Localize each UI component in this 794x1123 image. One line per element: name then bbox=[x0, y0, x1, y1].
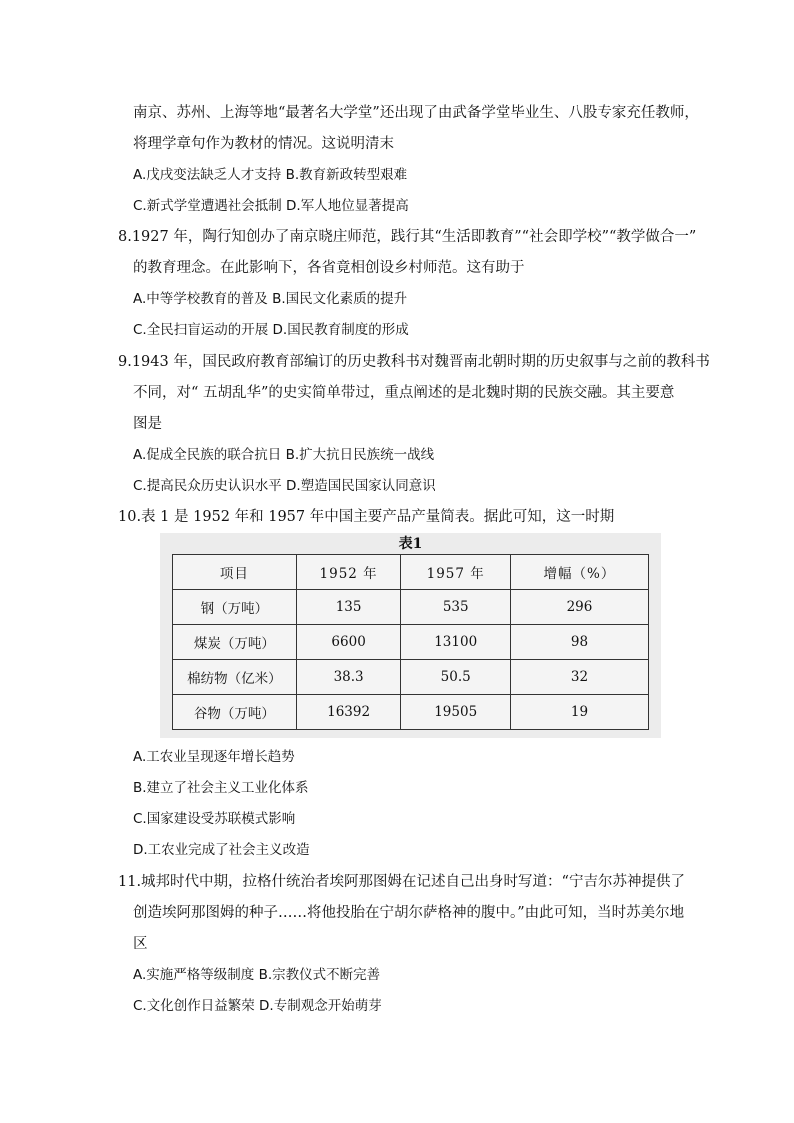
q11-options-ab: A.实施严格等级制度 B.宗教仪式不断完善 bbox=[133, 967, 381, 983]
table-cell: 6600 bbox=[296, 625, 401, 660]
q8-stem-line-2: 的教育理念。在此影响下，各省竟相创设乡村师范。这有助于 bbox=[133, 260, 525, 276]
q11-stem-line-3: 区 bbox=[133, 936, 148, 952]
q10-option-b: B.建立了社会主义工业化体系 bbox=[133, 780, 309, 796]
table-title: 表1 bbox=[398, 536, 423, 552]
q11-stem-line-1: 11.城邦时代中期，拉格什统治者埃阿那图姆在记述自己出身时写道：“宁吉尔苏神提供了 bbox=[118, 874, 685, 890]
table-header-cell: 项目 bbox=[173, 555, 297, 590]
table-cell: 钢（万吨） bbox=[173, 590, 297, 625]
table-cell: 棉纺物（亿米） bbox=[173, 660, 297, 695]
table-row bbox=[173, 660, 649, 695]
q7-options-cd: C.新式学堂遭遇社会抵制 D.军人地位显著提高 bbox=[133, 198, 409, 214]
q10-option-d: D.工农业完成了社会主义改造 bbox=[133, 842, 310, 858]
q9-stem-line-3: 图是 bbox=[133, 416, 162, 432]
q11-options-cd: C.文化创作日益繁荣 D.专制观念开始萌芽 bbox=[133, 998, 382, 1014]
q7-options-ab: A.戊戌变法缺乏人才支持 B.教育新政转型艰难 bbox=[133, 167, 408, 183]
table-cell: 32 bbox=[510, 660, 648, 695]
production-table bbox=[172, 554, 649, 730]
q7-stem-line-1: 南京、苏州、上海等地“最著名大学堂”还出现了由武备学堂毕业生、八股专家充任教师， bbox=[133, 105, 699, 121]
table-cell: 16392 bbox=[296, 695, 401, 730]
table-cell: 50.5 bbox=[401, 660, 510, 695]
q7-stem-line-2: 将理学章句作为教材的情况。这说明清末 bbox=[133, 136, 394, 152]
table-cell: 535 bbox=[401, 590, 510, 625]
q8-options-ab: A.中等学校教育的普及 B.国民文化素质的提升 bbox=[133, 291, 408, 307]
q9-options-cd: C.提高民众历史认识水平 D.塑造国民国家认同意识 bbox=[133, 478, 436, 494]
table-header-cell: 1952 年 bbox=[296, 555, 401, 590]
table-row bbox=[173, 590, 649, 625]
q10-option-a: A.工农业呈现逐年增长趋势 bbox=[133, 749, 295, 765]
q10-option-c: C.国家建设受苏联模式影响 bbox=[133, 811, 296, 827]
table-cell: 135 bbox=[296, 590, 401, 625]
q9-stem-line-1: 9.1943 年，国民政府教育部编订的历史教科书对魏晋南北朝时期的历史叙事与之前的教科书 bbox=[118, 354, 710, 370]
table-cell: 19 bbox=[510, 695, 648, 730]
table-cell: 296 bbox=[510, 590, 648, 625]
q11-stem-line-2: 创造埃阿那图姆的种子……将他投胎在宁胡尔萨格神的腹中。”由此可知，当时苏美尔地 bbox=[133, 905, 685, 921]
table-header-cell: 增幅（%） bbox=[510, 555, 648, 590]
q8-options-cd: C.全民扫盲运动的开展 D.国民教育制度的形成 bbox=[133, 322, 409, 338]
table-row bbox=[173, 695, 649, 730]
table-cell: 煤炭（万吨） bbox=[173, 625, 297, 660]
table-header-row bbox=[173, 555, 649, 590]
table-cell: 13100 bbox=[401, 625, 510, 660]
table-row bbox=[173, 625, 649, 660]
q10-stem-line-1: 10.表 1 是 1952 年和 1957 年中国主要产品产量简表。据此可知，这一时期 bbox=[118, 509, 615, 525]
table-header-cell: 1957 年 bbox=[401, 555, 510, 590]
table-cell: 98 bbox=[510, 625, 648, 660]
table-cell: 19505 bbox=[401, 695, 510, 730]
table-1-figure bbox=[160, 533, 661, 738]
q9-options-ab: A.促成全民族的联合抗日 B.扩大抗日民族统一战线 bbox=[133, 447, 435, 463]
q8-stem-line-1: 8.1927 年，陶行知创办了南京晓庄师范，践行其“生活即教育”“社会即学校”“教学做合一” bbox=[118, 229, 697, 245]
q9-stem-line-2: 不同，对“ 五胡乱华”的史实简单带过，重点阐述的是北魏时期的民族交融。其主要意 bbox=[133, 385, 675, 401]
table-cell: 38.3 bbox=[296, 660, 401, 695]
table-cell: 谷物（万吨） bbox=[173, 695, 297, 730]
